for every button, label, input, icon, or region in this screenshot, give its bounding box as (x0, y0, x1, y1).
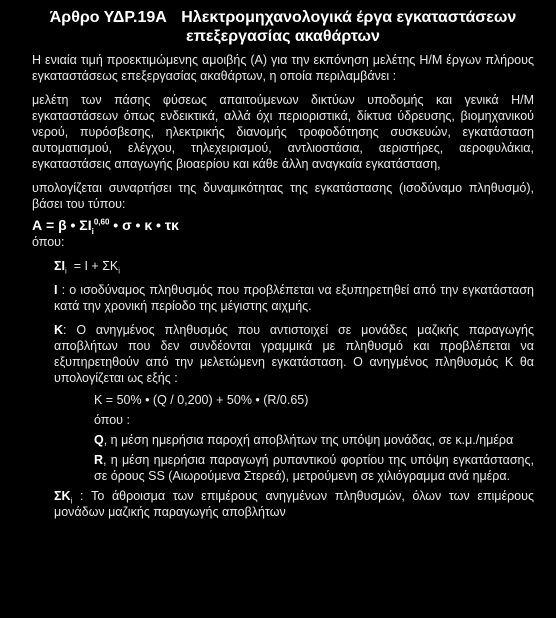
SK-symbol: ΣΚ (54, 489, 71, 503)
Q-definition (32, 432, 534, 448)
K-symbol: Κ (54, 323, 64, 337)
scope-paragraph: μελέτη των πάσης φύσεως απαιτούμενων δικτύων υποδομής και γενικά Η/Μ εγκαταστάσεων όπως ενδεικτικά, αλλά όχι περιοριστικά, δίκτυα ύδρευσης, βιομηχανικού νερού, πυρόσβεσης, ηλεκτρικής διανομής τροφοδότησης συσκευών, εγκατάσταση αυτοματισμού, ελέγχου, τηλεχειρισμού, αντλιοστάσια, αεριστήρες, αεροφυλάκια, εγκαταστάσεις απαγωγής βιοαερίου και κάθε άλλη αναγκαία εγκατάσταση, (32, 93, 534, 171)
sigma-sub: i (64, 266, 67, 276)
I-symbol: Ι (54, 283, 58, 297)
I-definition (32, 282, 534, 314)
SK-sub: i (70, 496, 73, 506)
formula-sub: i (91, 226, 94, 236)
sigma-symbol: ΣΙ (54, 259, 65, 273)
R-definition (32, 452, 534, 484)
article-title-line2: επεξεργασίας ακαθάρτων (186, 28, 380, 45)
main-formula (32, 216, 534, 234)
where-label-2: όπου : (94, 413, 130, 427)
SK-definition (32, 488, 534, 520)
article-number: Άρθρο ΥΔΡ.19Α (49, 9, 167, 26)
R-text: , η μέση ημερήσια παραγωγή ρυπαντικού φορτίου της υπόψη εγκατάστασης, σε όρους SS (Αιωρούμενα Στερεά), μετρούμενη σε χιλιόγραμμα ανά ημέρα. (94, 453, 534, 483)
intro-paragraph: Η ενιαία τιμή προεκτιμώμενης αμοιβής (Α) για την εκπόνηση μελέτης Η/Μ έργων πλήρους εγκαταστάσεως επεξεργασίας ακαθάρτων, η οποία περιλαμβάνει : (32, 53, 534, 83)
R-symbol: R (94, 453, 104, 467)
article-title-line1: Ηλεκτρομηχανολογικά έργα εγκαταστάσεων (181, 9, 517, 26)
formula-rhs: • σ • κ • τκ (113, 217, 179, 233)
Q-symbol: Q (94, 433, 104, 447)
I-text: : ο ισοδύναμος πληθυσμός που προβλέπεται να εξυπηρετηθεί από την εγκατάσταση κατά την χρονική περίοδο της μέγιστης αιχμής. (54, 283, 534, 313)
calc-paragraph: υπολογίζεται συναρτήσει της δυναμικότητας της εγκατάστασης (ισοδύναμο πληθυσμό), βάσει του τύπου: (32, 181, 534, 211)
formula-lhs: Α = β • ΣΙ (32, 217, 92, 233)
K-formula: Κ = 50% • (Q / 0,200) + 50% • (R/0.65) (94, 393, 309, 407)
sigma-equation: = Ι + ΣΚ (73, 259, 119, 273)
article-title (32, 8, 534, 46)
where-label: όπου: (32, 235, 65, 249)
K-definition (32, 322, 534, 386)
K-text: : Ο ανηγμένος πληθυσμός που αντιστοιχεί σε μονάδες μαζικής παραγωγής αποβλήτων που δεν συνδέονται γραμμικά με πληθυσμό και προβλέπεται να εξυπηρετηθούν από την μελετώμενη εγκατάσταση. Ο ανηγμένος πληθυσμός Κ θα υπολογίζεται ως εξής : (54, 323, 534, 385)
formula-exponent: 0,60 (93, 217, 110, 227)
Q-text: , η μέση ημερήσια παροχή αποβλήτων της υπόψη μονάδας, σε κ.μ./ημέρα (103, 433, 514, 447)
sigma-definition (32, 258, 534, 274)
sigma-eq-sub: i (118, 266, 121, 276)
SK-text: : Το άθροισμα των επιμέρους ανηγμένων πληθυσμών, όλων των επιμέρους μονάδων μαζικής παραγωγής αποβλήτων (54, 489, 534, 519)
